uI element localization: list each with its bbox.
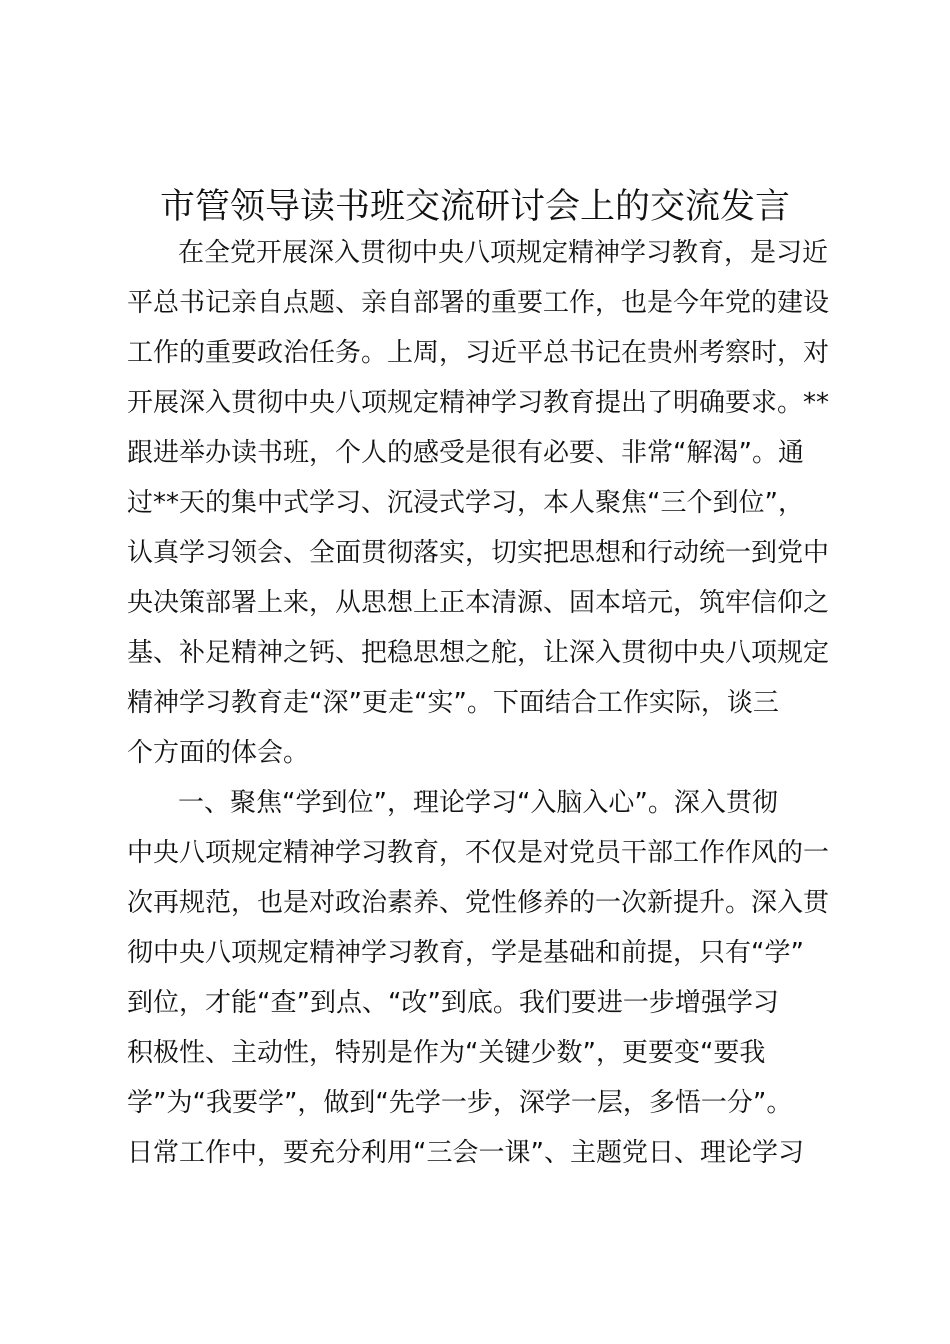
paragraph-line: 基、补足精神之钙、把稳思想之舵，让深入贯彻中央八项规定	[127, 638, 830, 668]
paragraph-line: 日常工作中，要充分利用“三会一课”、主题党日、理论学习	[127, 1138, 804, 1168]
paragraph-line: 到位，才能“查”到点、“改”到底。我们要进一步增强学习	[127, 988, 779, 1018]
paragraph-line: 精神学习教育走“深”更走“实”。下面结合工作实际，谈三	[127, 688, 779, 718]
document-title: 市管领导读书班交流研讨会上的交流发言	[159, 187, 790, 227]
paragraph-line: 积极性、主动性，特别是作为“关键少数”，更要变“要我	[127, 1038, 766, 1068]
paragraph-line: 学”为“我要学”，做到“先学一步，深学一层，多悟一分”。	[127, 1088, 793, 1118]
document-body	[127, 228, 837, 1178]
section-heading-line: 一、聚焦“学到位”，理论学习“入脑入心”。深入贯彻	[178, 788, 778, 818]
paragraph-line: 在全党开展深入贯彻中央八项规定精神学习教育，是习近	[178, 238, 829, 268]
paragraph-line: 认真学习领会、全面贯彻落实，切实把思想和行动统一到党中	[127, 538, 830, 568]
paragraph-line: 次再规范，也是对政治素养、党性修养的一次新提升。深入贯	[127, 888, 830, 918]
paragraph-line: 中央八项规定精神学习教育，不仅是对党员干部工作作风的一	[127, 838, 830, 868]
paragraph-line: 过**天的集中式学习、沉浸式学习，本人聚焦“三个到位”，	[127, 488, 804, 518]
paragraph-line: 跟进举办读书班，个人的感受是很有必要、非常“解渴”。通	[127, 438, 804, 468]
paragraph-line: 彻中央八项规定精神学习教育，学是基础和前提，只有“学”	[127, 938, 804, 968]
paragraph-line: 开展深入贯彻中央八项规定精神学习教育提出了明确要求。**	[127, 388, 830, 418]
paragraph-line: 个方面的体会。	[127, 738, 310, 768]
paragraph-line: 平总书记亲自点题、亲自部署的重要工作，也是今年党的建设	[127, 288, 830, 318]
paragraph-line: 央决策部署上来，从思想上正本清源、固本培元，筑牢信仰之	[127, 588, 830, 618]
paragraph-line: 工作的重要政治任务。上周，习近平总书记在贵州考察时，对	[127, 338, 830, 368]
